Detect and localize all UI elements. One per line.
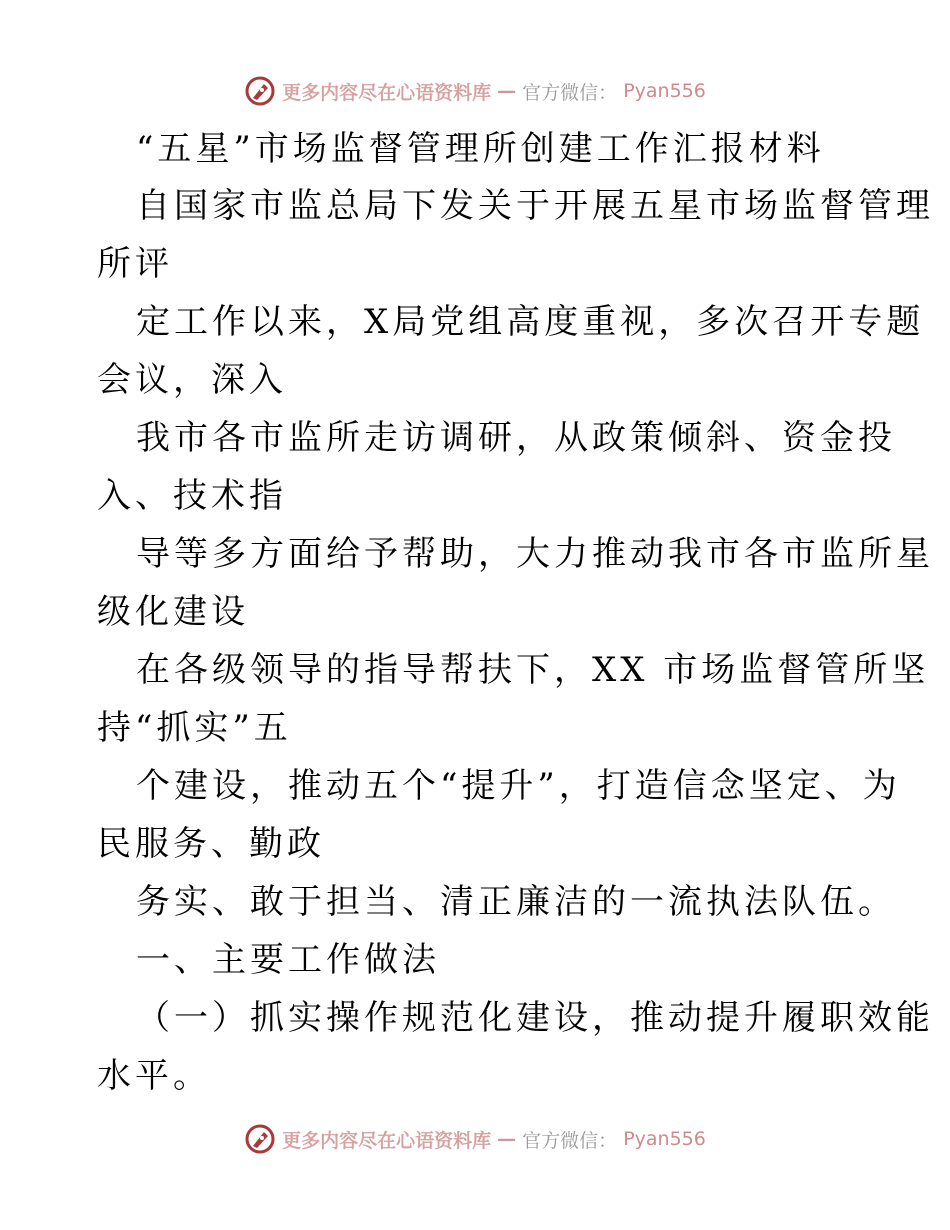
body-line: 定工作以来，X局党组高度重视，多次召开专题: [136, 302, 925, 342]
body-line: 所评: [97, 244, 173, 284]
section-heading: 一、主要工作做法: [136, 940, 440, 980]
body-line: 在各级领导的指导帮扶下，XX 市场监督管所坚: [136, 650, 930, 690]
body-line: 我市各市监所走访调研，从政策倾斜、资金投: [136, 418, 896, 458]
watermark-dash: —: [497, 80, 517, 102]
body-line: 水平。: [97, 1056, 211, 1096]
body-line: 务实、敢于担当、清正廉洁的一流执法队伍。: [136, 882, 896, 922]
watermark-main-text: 更多内容尽在心语资料库: [282, 1129, 492, 1152]
subsection-heading: （一）抓实操作规范化建设，推动提升履职效能: [136, 998, 934, 1038]
footer-watermark: [0, 1119, 950, 1159]
body-line: 个建设，推动五个“提升”，打造信念坚定、为: [136, 766, 901, 806]
body-line: 会议，深入: [97, 360, 287, 400]
watermark-wechat-id: Pyan556: [623, 80, 706, 102]
body-line: 自国家市监总局下发关于开展五星市场监督管理: [136, 186, 934, 226]
body-line: 民服务、勤政: [97, 824, 325, 864]
watermark-wechat-id: Pyan556: [623, 1128, 706, 1150]
body-line: 导等多方面给予帮助，大力推动我市各市监所星: [136, 534, 934, 574]
watermark-sub-text: 官方微信：: [522, 1129, 618, 1152]
watermark-main-text: 更多内容尽在心语资料库: [282, 81, 492, 104]
watermark-sub-text: 官方微信：: [522, 81, 618, 104]
pen-nib-logo-icon: [244, 1123, 276, 1155]
watermark-dash: —: [497, 1128, 517, 1150]
body-line: 级化建设: [97, 592, 249, 632]
body-line: 入、技术指: [97, 476, 287, 516]
document-title: “五星”市场监督管理所创建工作汇报材料: [136, 129, 825, 169]
body-line: 持“抓实”五: [97, 708, 292, 748]
